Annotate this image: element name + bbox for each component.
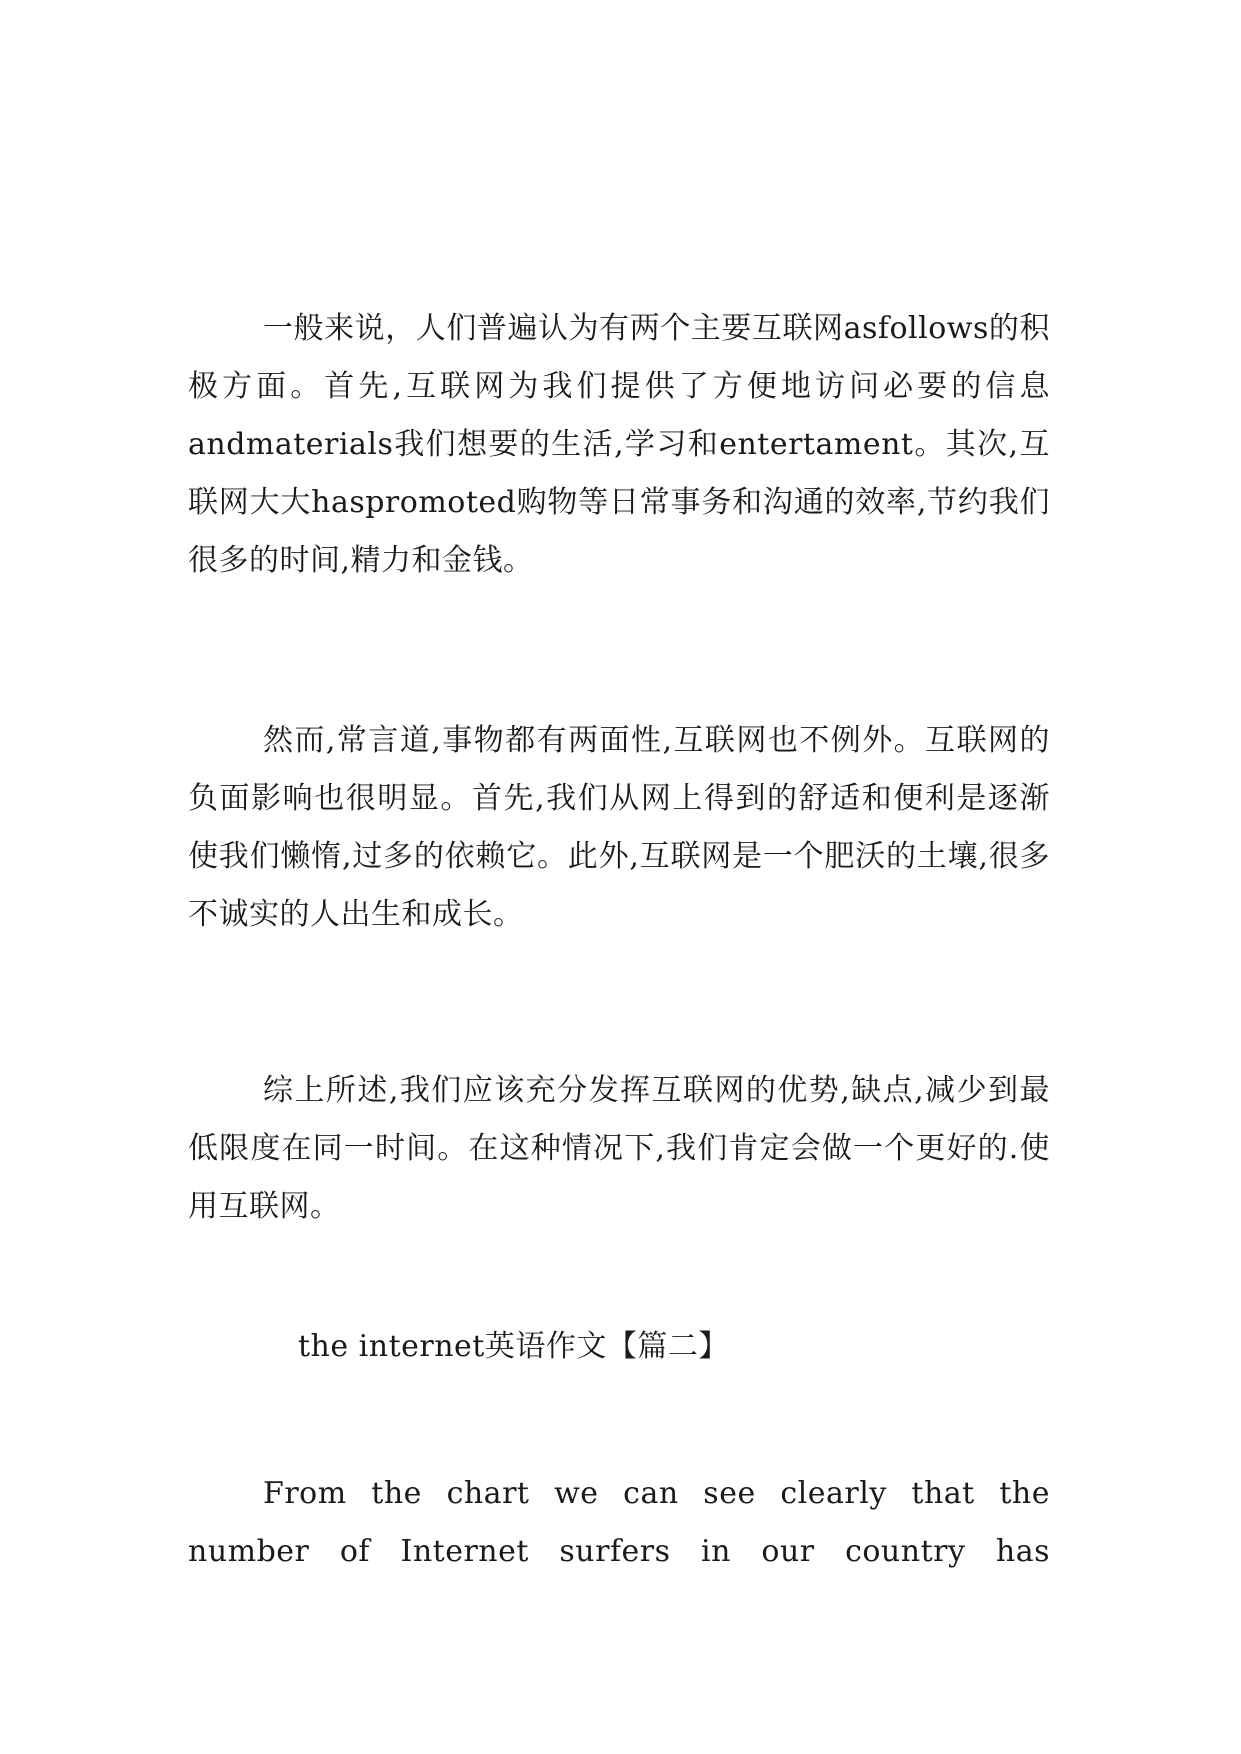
paragraph-conclusion: 综上所述,我们应该充分发挥互联网的优势,缺点,减少到最低限度在同一时间。在这种情况下,我们肯定会做一个更好的.使用互联网。 <box>188 1073 1050 1224</box>
paragraph-internet-advantages: 一般来说，人们普遍认为有两个主要互联网asfollows的积极方面。首先,互联网为我们提供了方便地访问必要的信息andmaterials我们想要的生活,学习和entertament。其次,互联网大大haspromoted购物等日常事务和沟通的效率,节约我们很多的时间,精力和金钱。 <box>188 311 1050 578</box>
section-heading: the internet英语作文【篇二】 <box>298 1329 729 1364</box>
paragraph-english-essay: From the chart we can see clearly that the number of Internet surfers in our country has <box>188 1476 1050 1569</box>
paragraph-internet-disadvantages: 然而,常言道,事物都有两面性,互联网也不例外。互联网的负面影响也很明显。首先,我们从网上得到的舒适和便利是逐渐使我们懒惰,过多的依赖它。此外,互联网是一个肥沃的土壤,很多不诚实的人出生和成长。 <box>188 723 1050 932</box>
